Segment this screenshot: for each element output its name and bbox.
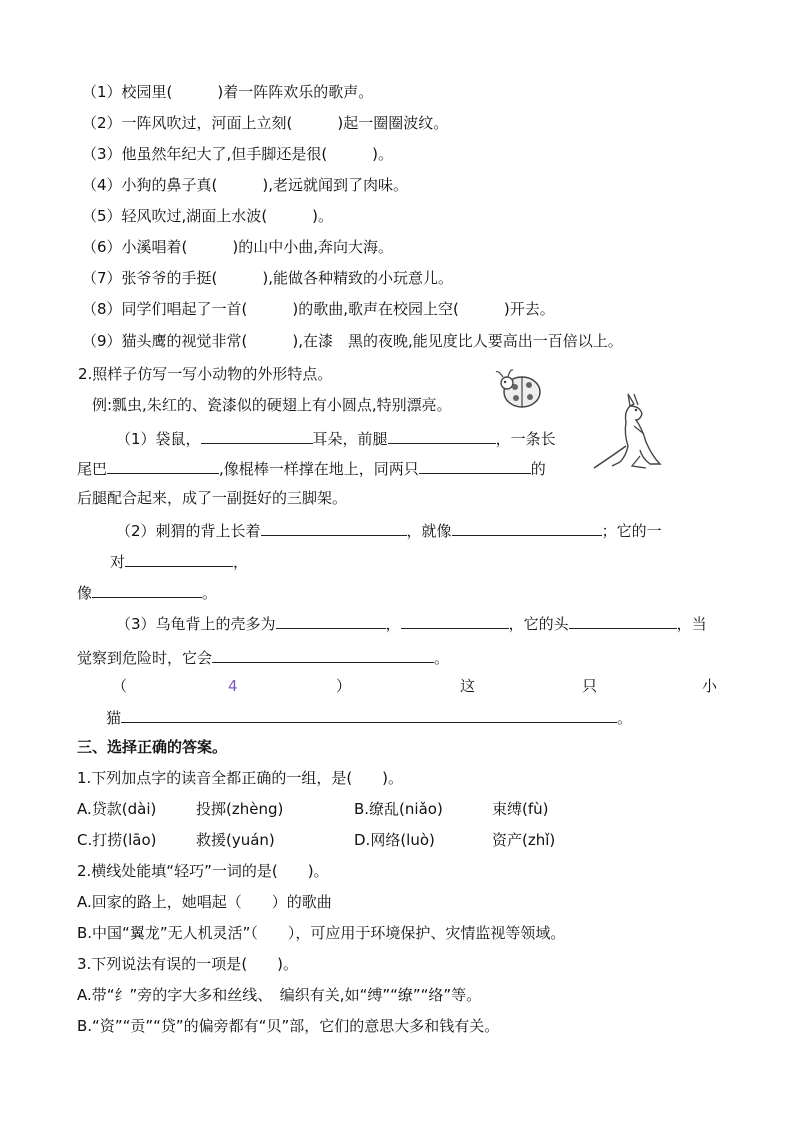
ladybug-icon [494, 366, 546, 410]
answer-blank[interactable] [452, 519, 602, 536]
q2-p2-c: ；它的一 [601, 522, 662, 540]
q2-p3-d: ，当 [676, 615, 707, 633]
q2-p4-close: ） [336, 677, 352, 695]
q2-p4-w4: 猫 [106, 709, 122, 727]
q2-p1-f: 的 [530, 460, 546, 478]
answer-blank[interactable] [107, 457, 219, 474]
q2-p3-e: 觉察到危险时，它会 [77, 649, 213, 667]
q2-p2-line3 [77, 581, 217, 603]
section-3-heading: 三、选择正确的答案。 [77, 738, 228, 756]
q2-p3-f: 。 [434, 649, 450, 667]
q1-item-5: （5）轻风吹过,湖面上水波( )。 [82, 207, 334, 225]
answer-blank[interactable] [276, 612, 386, 629]
kangaroo-icon [590, 390, 665, 475]
q3-1-option-d2: 资产(zhǐ) [492, 831, 556, 849]
q2-p2-g: 。 [202, 584, 218, 602]
q3-1-option-b2: 束缚(fù) [492, 800, 549, 818]
q2-p1-line2 [77, 457, 546, 479]
answer-blank[interactable] [121, 706, 617, 723]
q2-p3-a: （3）乌龟背上的壳多为 [116, 615, 276, 633]
answer-blank[interactable] [212, 646, 434, 663]
q2-p1-g: 后腿配合起来，成了一副挺好的三脚架。 [77, 489, 348, 507]
q1-item-2: （2）一阵风吹过，河面上立刻( )起一圈圈波纹。 [82, 114, 449, 132]
q2-p1-d: 尾巴 [77, 460, 108, 478]
answer-blank[interactable] [401, 612, 509, 629]
answer-blank[interactable] [569, 612, 677, 629]
answer-blank[interactable] [388, 427, 496, 444]
q2-p3-line1 [116, 612, 707, 634]
q3-1-option-d1: D.网络(luò) [354, 831, 435, 849]
q3-1-question: 1.下列加点字的读音全都正确的一组，是( )。 [77, 769, 404, 787]
answer-blank[interactable] [92, 581, 202, 598]
q3-1-option-a2: 投掷(zhèng) [196, 800, 284, 818]
q2-p1-line1 [116, 427, 556, 449]
q3-3-option-b: B.“资”“贡”“贷”的偏旁都有“贝”部，它们的意思大多和钱有关。 [77, 1017, 500, 1035]
q3-2-option-b: B.中国“翼龙”无人机灵活”（ ），可应用于环境保护、灾情监视等领域。 [77, 924, 566, 942]
q2-p3-b: ， [385, 615, 401, 633]
q1-item-3: （3）他虽然年纪大了,但手脚还是很( )。 [82, 145, 394, 163]
q2-p1-c: ，一条长 [495, 430, 556, 448]
q1-item-4: （4）小狗的鼻子真( ),老远就闻到了肉味。 [82, 176, 409, 194]
q2-p2-b: ，就像 [406, 522, 452, 540]
answer-blank[interactable] [125, 550, 233, 567]
q2-p3-line2 [77, 646, 449, 668]
q2-p4-num: 4 [228, 677, 238, 695]
q1-item-1: （1）校园里( )着一阵阵欢乐的歌声。 [82, 83, 374, 101]
q3-1-option-c1: C.打捞(lāo) [77, 831, 157, 849]
q1-item-9: （9）猫头鹰的视觉非常( ),在漆 黑的夜晚,能见度比人要高出一百倍以上。 [82, 332, 623, 350]
q2-p2-line2 [110, 550, 248, 572]
q1-item-7: （7）张爷爷的手挺( ),能做各种精致的小玩意儿。 [82, 269, 454, 287]
answer-blank[interactable] [261, 519, 407, 536]
q2-p1-e: ,像棍棒一样撑在地上，同两只 [219, 460, 419, 478]
q1-item-6: （6）小溪唱着( )的山中小曲,奔向大海。 [82, 238, 394, 256]
q2-p2-a: （2）刺猬的背上长着 [116, 522, 261, 540]
q3-2-question: 2.横线处能填“轻巧”一词的是( )。 [77, 862, 329, 880]
answer-blank[interactable] [201, 427, 313, 444]
answer-blank[interactable] [419, 457, 531, 474]
q2-title: 2.照样子仿写一写小动物的外形特点。 [78, 365, 333, 383]
q3-1-option-a1: A.贷款(dài) [77, 800, 157, 818]
q2-p1-a: （1）袋鼠， [116, 430, 201, 448]
q2-p4-w2: 只 [582, 677, 598, 695]
q2-p4-end: 。 [617, 709, 633, 727]
q3-2-option-a: A.回家的路上，她唱起（ ）的歌曲 [77, 893, 332, 911]
q2-p4-w3: 小 [702, 677, 718, 695]
q3-1-option-c2: 救援(yuán) [196, 831, 275, 849]
q3-3-option-a: A.带“纟”旁的字大多和丝线、 编织有关,如“缚”“缭”“络”等。 [77, 986, 482, 1004]
q3-1-option-b1: B.缭乱(niǎo) [354, 800, 443, 818]
q1-item-8: （8）同学们唱起了一首( )的歌曲,歌声在校园上空( )开去。 [82, 300, 555, 318]
q2-p4-line2 [106, 706, 632, 728]
q2-p2-line1 [116, 519, 662, 541]
q3-3-question: 3.下列说法有误的一项是( )。 [77, 955, 299, 973]
q2-p2-d: 对 [110, 553, 126, 571]
q2-p2-f: 像 [77, 584, 93, 602]
q2-example: 例:瓢虫,朱红的、瓷漆似的硬翅上有小圆点,特别漂亮。 [92, 396, 452, 414]
q2-p4-w1: 这 [460, 677, 476, 695]
q2-p1-b: 耳朵，前腿 [312, 430, 388, 448]
q2-p3-c: ，它的头 [508, 615, 569, 633]
q2-p4-open: （ [112, 677, 128, 695]
q2-p2-e: ， [233, 553, 249, 571]
